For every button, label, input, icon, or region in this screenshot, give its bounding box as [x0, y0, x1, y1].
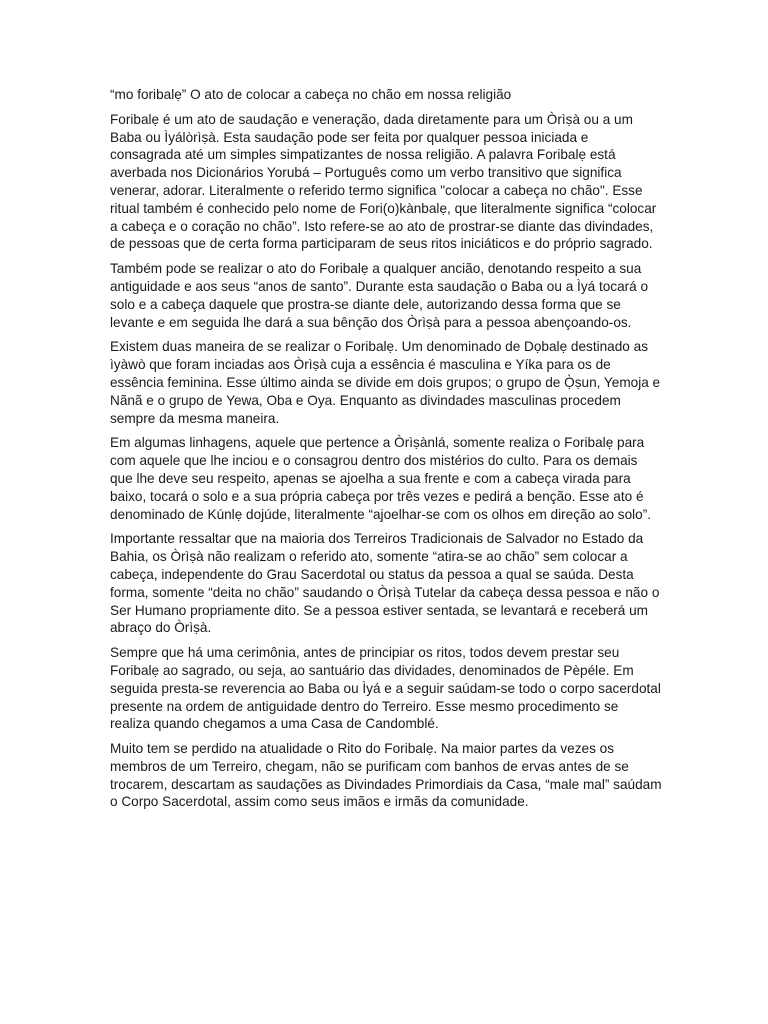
paragraph-3: Existem duas maneira de se realizar o Foribalẹ. Um denominado de Dọbalẹ destinado as ìyàwò que foram inciadas aos Òrìṣà cuja a essência é masculina e Yíka para os de essência feminina. Esse último ainda se divide em dois grupos; o grupo de Ọ̀ṣun, Yemoja e Nãnã e o grupo de Yewa, Oba e Oya. Enquanto as divindades masculinas procedem sempre da mesma maneira.	[110, 339, 661, 426]
document-body	[110, 86, 662, 818]
paragraph-7: Muito tem se perdido na atualidade o Rito do Foribalẹ. Na maior partes da vezes os membros de um Terreiro, chegam, não se purificam com banhos de ervas antes de se trocarem, descartam as saudações as Divindades Primordiais da Casa, “male mal” saúdam o Corpo Sacerdotal, assim como seus imãos e irmãs da comunidade.	[110, 741, 662, 810]
paragraph-6: Sempre que há uma cerimônia, antes de principiar os ritos, todos devem prestar seu Foribalẹ ao sagrado, ou seja, ao santuário das dividades, denominados de Pèpéle. Em seguida presta-se reverencia ao Baba ou Ìyá e a seguir saúdam-se todo o corpo sacerdotal presente na ordem de antiguidade dentro do Terreiro. Esse mesmo procedimento se realiza quando chegamos a uma Casa de Candomblé.	[110, 645, 661, 732]
document-title: “mo foribalẹ” O ato de colocar a cabeça no chão em nossa religião	[110, 87, 512, 102]
paragraph-1: Foribalẹ é um ato de saudação e veneração, dada diretamente para um Òrìṣà ou a um Baba ou Ìyálòrìṣà. Esta saudação pode ser feita por qualquer pessoa iniciada e consagrada até um simples simpatizantes de nossa religião. A palavra Foribalẹ está averbada nos Dicionários Yorubá – Português como um verbo transitivo que significa venerar, adorar. Literalmente o referido termo significa "colocar a cabeça no chão". Esse ritual também é conhecido pelo nome de Fori(o)kànbalẹ, que literalmente significa “colocar a cabeça e o coração no chão”. Isto refere-se ao ato de prostrar-se diante das divindades, de pessoas que de certa forma participaram de seus ritos iniciáticos e do próprio sagrado.	[110, 111, 657, 252]
paragraph-2: Também pode se realizar o ato do Foribalẹ a qualquer ancião, denotando respeito a sua antiguidade e aos seus “anos de santo”. Durante esta saudação o Baba ou a Ìyá tocará o solo e a cabeça daquele que prostra-se diante dele, autorizando dessa forma que se levante e em seguida lhe dará a sua bênção dos Òrìṣà para a pessoa abençoando-os.	[110, 261, 649, 330]
paragraph-4: Em algumas linhagens, aquele que pertence a Òrìṣànlá, somente realiza o Foribalẹ para com aquele que lhe inciou e o consagrou dentro dos mistérios do culto. Para os demais que lhe deve seu respeito, apenas se ajoelha a sua frente e com a cabeça virada para baixo, tocará o solo e a sua própria cabeça por três vezes e pedirá a benção. Esse ato é denominado de Kúnlẹ dojúde, literalmente “ajoelhar-se com os olhos em direção ao solo”.	[110, 435, 652, 522]
paragraph-5: Importante ressaltar que na maioria dos Terreiros Tradicionais de Salvador no Estado da Bahia, os Òrìṣà não realizam o referido ato, somente “atira-se ao chão” sem colocar a cabeça, independente do Grau Sacerdotal ou status da pessoa a qual se saúda. Desta forma, somente “deita no chão” saudando o Òrìṣà Tutelar da cabeça dessa pessoa e não o Ser Humano propriamente dito. Se a pessoa estiver sentada, se levantará e receberá um abraço do Òrìṣà.	[110, 531, 660, 636]
